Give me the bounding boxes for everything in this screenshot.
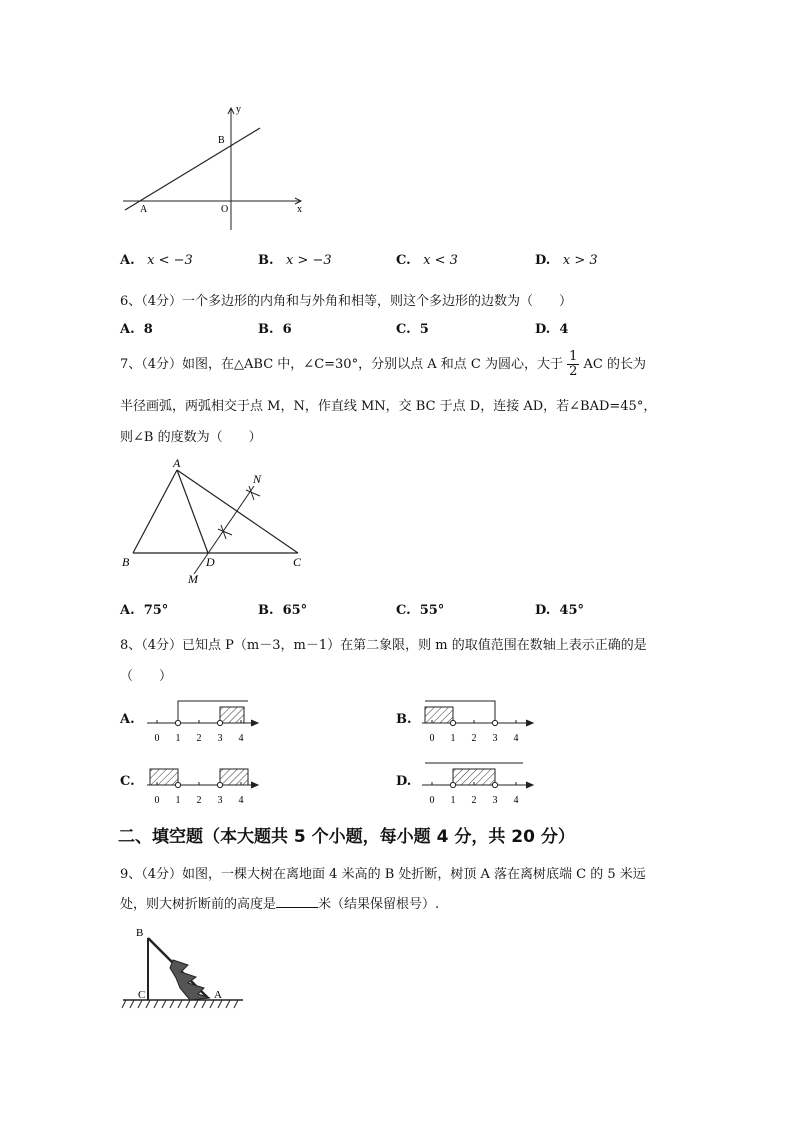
y-axis-label: y — [236, 104, 241, 115]
point-a-label: A — [140, 204, 148, 215]
svg-text:1: 1 — [175, 795, 181, 806]
q7-question-line2: 半径画弧，两弧相交于点 M，N，作直线 MN，交 BC 于点 D，连接 AD，若∠BAD=45°， — [120, 399, 657, 414]
svg-text:0: 0 — [429, 733, 435, 744]
q7-option-d[interactable]: D. 45° — [535, 603, 584, 618]
q8-option-a-number-line[interactable] — [145, 693, 265, 748]
q6-option-b[interactable]: B. 6 — [258, 322, 292, 337]
q9-question-line2: 处，则大树折断前的高度是 米（结果保留根号）. — [120, 897, 440, 912]
q7-triangle-figure — [118, 453, 318, 588]
vertex-b-label: B — [122, 555, 130, 569]
point-a-label: A — [214, 989, 222, 1001]
q8-option-b-letter[interactable]: B. — [396, 712, 412, 727]
q7-option-b[interactable]: B. 65° — [258, 603, 308, 618]
q8-question-line2: （ ） — [120, 669, 173, 684]
svg-text:3: 3 — [492, 733, 498, 744]
svg-text:2: 2 — [471, 795, 477, 806]
svg-text:1: 1 — [450, 733, 456, 744]
answer-blank[interactable] — [276, 895, 318, 908]
svg-text:2: 2 — [196, 733, 202, 744]
point-c-label: C — [138, 989, 146, 1001]
q5-option-d[interactable]: D. x > 3 — [535, 253, 598, 268]
q7-question-line1: 7、（4分）如图，在△ABC 中，∠C=30°，分别以点 A 和点 C 为圆心，大于 $\frac{1}{2}$ AC 的长为 — [120, 349, 646, 379]
svg-text:0: 0 — [154, 733, 160, 744]
one-half-fraction: $\frac{1}{2}$ — [569, 349, 578, 379]
point-n-label: N — [253, 472, 262, 486]
svg-text:4: 4 — [513, 733, 519, 744]
svg-text:1: 1 — [450, 795, 456, 806]
svg-text:3: 3 — [217, 795, 223, 806]
svg-text:0: 0 — [154, 795, 160, 806]
q5-option-b[interactable]: B. x > −3 — [258, 253, 332, 268]
q7-option-c[interactable]: C. 55° — [396, 603, 445, 618]
svg-text:1: 1 — [175, 733, 181, 744]
q9-broken-tree-figure — [118, 920, 248, 1020]
point-d-label: D — [206, 555, 215, 569]
svg-text:4: 4 — [238, 795, 244, 806]
svg-text:3: 3 — [492, 795, 498, 806]
x-axis-label: x — [297, 204, 302, 215]
vertex-c-label: C — [293, 555, 302, 569]
q6-option-c[interactable]: C. 5 — [396, 322, 429, 337]
svg-text:2: 2 — [471, 733, 477, 744]
q8-option-c-number-line[interactable] — [145, 755, 265, 810]
q8-option-d-letter[interactable]: D. — [396, 774, 412, 789]
point-b-label: B — [136, 927, 144, 939]
section-2-heading: 二、填空题（本大题共 5 个小题，每小题 4 分，共 20 分） — [118, 827, 575, 847]
svg-text:0: 0 — [429, 795, 435, 806]
origin-label: O — [221, 204, 229, 215]
point-b-label: B — [218, 135, 225, 146]
q6-option-a[interactable]: A. 8 — [120, 322, 153, 337]
q8-option-b-number-line[interactable] — [420, 693, 540, 748]
q5-option-a[interactable]: A. x < −3 — [120, 253, 193, 268]
q5-option-c[interactable]: C. x < 3 — [396, 253, 458, 268]
q6-question: 6、（4分）一个多边形的内角和与外角和相等，则这个多边形的边数为（ ） — [120, 294, 573, 309]
svg-text:2: 2 — [196, 795, 202, 806]
q7-question-line3: 则∠B 的度数为（ ） — [120, 430, 262, 445]
svg-text:4: 4 — [238, 733, 244, 744]
q7-option-a[interactable]: A. 75° — [120, 603, 169, 618]
svg-text:3: 3 — [217, 733, 223, 744]
q8-option-d-number-line[interactable] — [420, 755, 540, 810]
vertex-a-label: A — [173, 456, 181, 470]
q5-graph-figure — [115, 100, 315, 235]
q6-option-d[interactable]: D. 4 — [535, 322, 569, 337]
point-m-label: M — [188, 572, 198, 586]
q8-question-line1: 8、（4分）已知点 P（m－3，m－1）在第二象限，则 m 的取值范围在数轴上表示正确的是 — [120, 638, 647, 653]
q8-option-a-letter[interactable]: A. — [120, 712, 135, 727]
q9-question-line1: 9、（4分）如图，一棵大树在离地面 4 米高的 B 处折断，树顶 A 落在离树底端 C 的 5 米远 — [120, 867, 646, 882]
q8-option-c-letter[interactable]: C. — [120, 774, 135, 789]
svg-text:4: 4 — [513, 795, 519, 806]
